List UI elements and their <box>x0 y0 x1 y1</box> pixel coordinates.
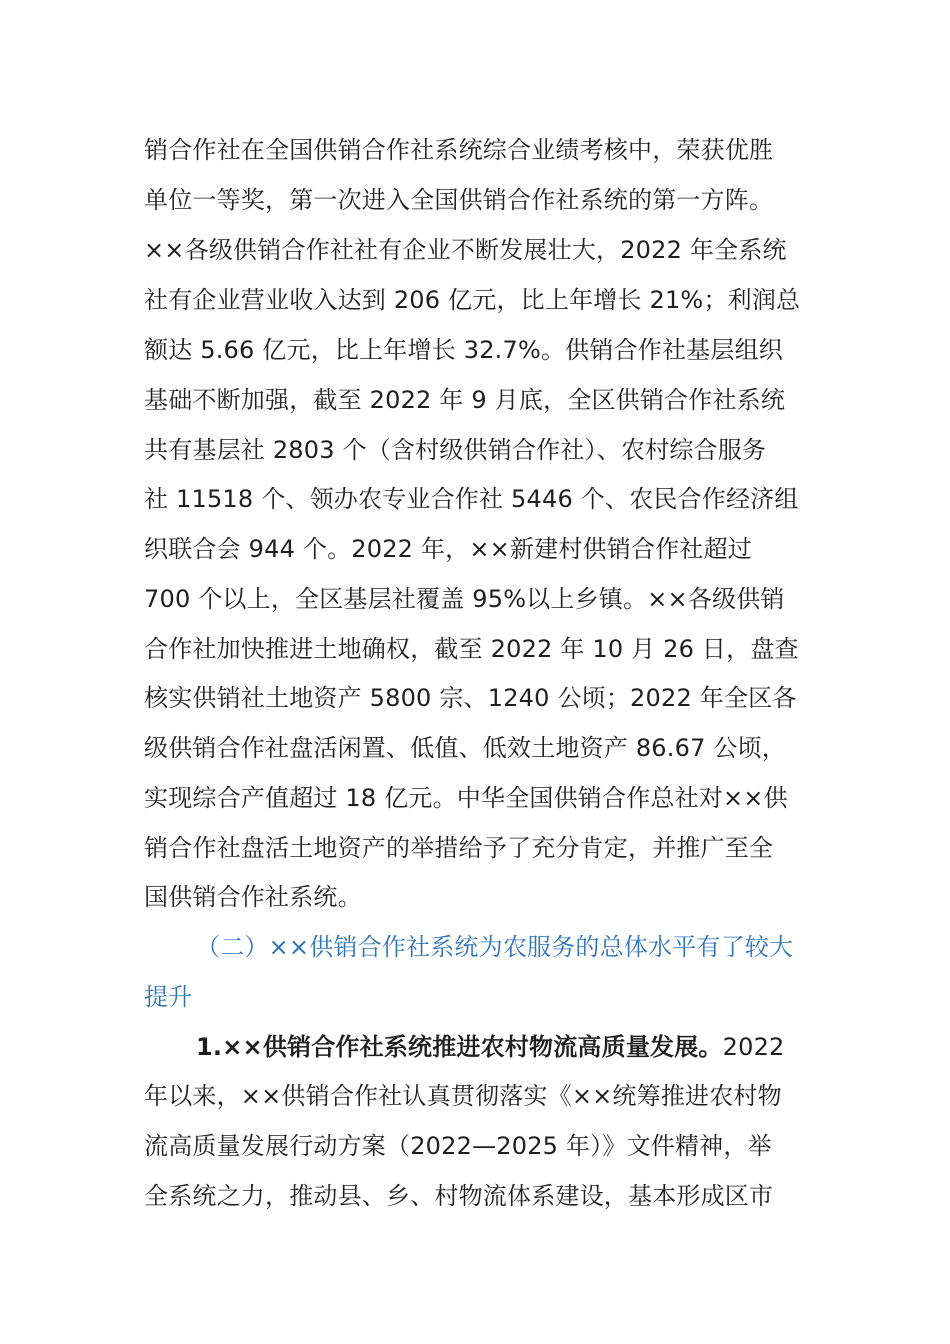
body-line: ××各级供销合作社社有企业不断发展壮大，2022 年全系统 <box>144 236 787 264</box>
body-line: 额达 5.66 亿元，比上年增长 32.7%。供销合作社基层组织 <box>144 336 783 364</box>
body-line: 共有基层社 2803 个（含村级供销合作社）、农村综合服务 <box>144 436 767 464</box>
body-line: 基础不断加强，截至 2022 年 9 月底，全区供销合作社系统 <box>144 386 786 414</box>
subsection-text: 2022 <box>722 1033 785 1061</box>
body-line: 实现综合产值超过 18 亿元。中华全国供销合作总社对××供 <box>144 784 788 812</box>
body-line: 单位一等奖，第一次进入全国供销合作社系统的第一方阵。 <box>144 186 774 214</box>
body-line: 流高质量发展行动方案（2022—2025 年）》文件精神，举 <box>144 1132 772 1160</box>
section-heading-continued: 提升 <box>144 983 193 1011</box>
body-line: 级供销合作社盘活闲置、低值、低效土地资产 86.67 公顷， <box>144 734 786 762</box>
body-line: 合作社加快推进土地确权，截至 2022 年 10 月 26 日，盘查 <box>144 635 799 663</box>
body-line: 销合作社盘活土地资产的举措给予了充分肯定，并推广至全 <box>144 834 774 862</box>
body-line: 社有企业营业收入达到 206 亿元，比上年增长 21%；利润总 <box>144 286 801 314</box>
body-line: 国供销合作社系统。 <box>144 883 362 911</box>
subsection-line <box>196 1030 785 1064</box>
body-line: 核实供销社土地资产 5800 宗、1240 公顷；2022 年全区各 <box>144 684 797 712</box>
body-line: 全系统之力，推动县、乡、村物流体系建设，基本形成区市 <box>144 1182 774 1210</box>
body-line: 织联合会 944 个。2022 年，××新建村供销合作社超过 <box>144 535 752 563</box>
body-line: 700 个以上，全区基层社覆盖 95%以上乡镇。××各级供销 <box>144 585 785 613</box>
body-line: 社 11518 个、领办农专业合作社 5446 个、农民合作经济组 <box>144 485 799 513</box>
body-line: 年以来，××供销合作社认真贯彻落实《××统筹推进农村物 <box>144 1082 782 1110</box>
subsection-title: 1.××供销合作社系统推进农村物流高质量发展。 <box>196 1033 723 1061</box>
section-heading: （二）××供销合作社系统为农服务的总体水平有了较大 <box>196 933 794 961</box>
body-line: 销合作社在全国供销合作社系统综合业绩考核中，荣获优胜 <box>144 136 774 164</box>
